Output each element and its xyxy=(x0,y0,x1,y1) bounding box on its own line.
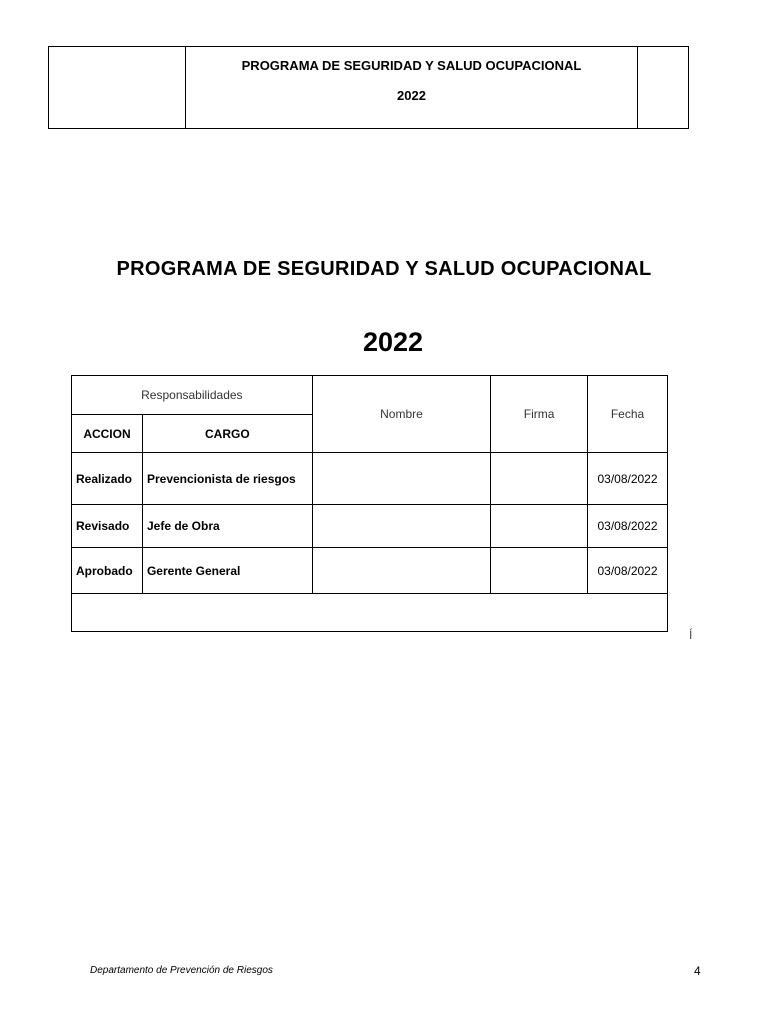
row-firma xyxy=(491,548,588,594)
header-logo-cell xyxy=(49,47,186,128)
page-year: 2022 xyxy=(362,327,424,357)
row-firma xyxy=(491,453,588,505)
row-accion: Aprobado xyxy=(72,548,143,594)
row-cargo: Gerente General xyxy=(142,548,312,594)
nombre-header: Nombre xyxy=(312,376,491,453)
header-title-cell xyxy=(186,47,638,128)
row-cargo: Jefe de Obra xyxy=(142,505,312,548)
row-nombre xyxy=(312,453,491,505)
row-nombre xyxy=(312,548,491,594)
table-row xyxy=(72,505,668,548)
stray-mark: Í xyxy=(689,628,693,642)
responsabilidades-header: Responsabilidades xyxy=(72,376,313,415)
page-number: 4 xyxy=(694,964,701,978)
table-row xyxy=(72,548,668,594)
row-firma xyxy=(491,505,588,548)
document-header xyxy=(48,46,689,129)
row-accion: Realizado xyxy=(72,453,143,505)
footer-department: Departamento de Prevención de Riesgos xyxy=(90,965,273,976)
row-fecha: 03/08/2022 xyxy=(588,505,668,548)
accion-header: ACCION xyxy=(72,415,143,453)
header-year: 2022 xyxy=(397,88,426,103)
row-fecha: 03/08/2022 xyxy=(588,453,668,505)
header-title: PROGRAMA DE SEGURIDAD Y SALUD OCUPACIONAL xyxy=(241,58,582,73)
responsibilities-table xyxy=(71,375,668,632)
header-right-cell xyxy=(638,47,688,128)
cargo-header: CARGO xyxy=(142,415,312,453)
page-title: PROGRAMA DE SEGURIDAD Y SALUD OCUPACIONAL xyxy=(116,258,652,280)
row-nombre xyxy=(312,505,491,548)
fecha-header: Fecha xyxy=(588,376,668,453)
table-row xyxy=(72,453,668,505)
row-accion: Revisado xyxy=(72,505,143,548)
table-empty-row xyxy=(72,594,668,632)
empty-cell xyxy=(72,594,668,632)
firma-header: Firma xyxy=(491,376,588,453)
row-cargo: Prevencionista de riesgos xyxy=(142,453,312,505)
row-fecha: 03/08/2022 xyxy=(588,548,668,594)
